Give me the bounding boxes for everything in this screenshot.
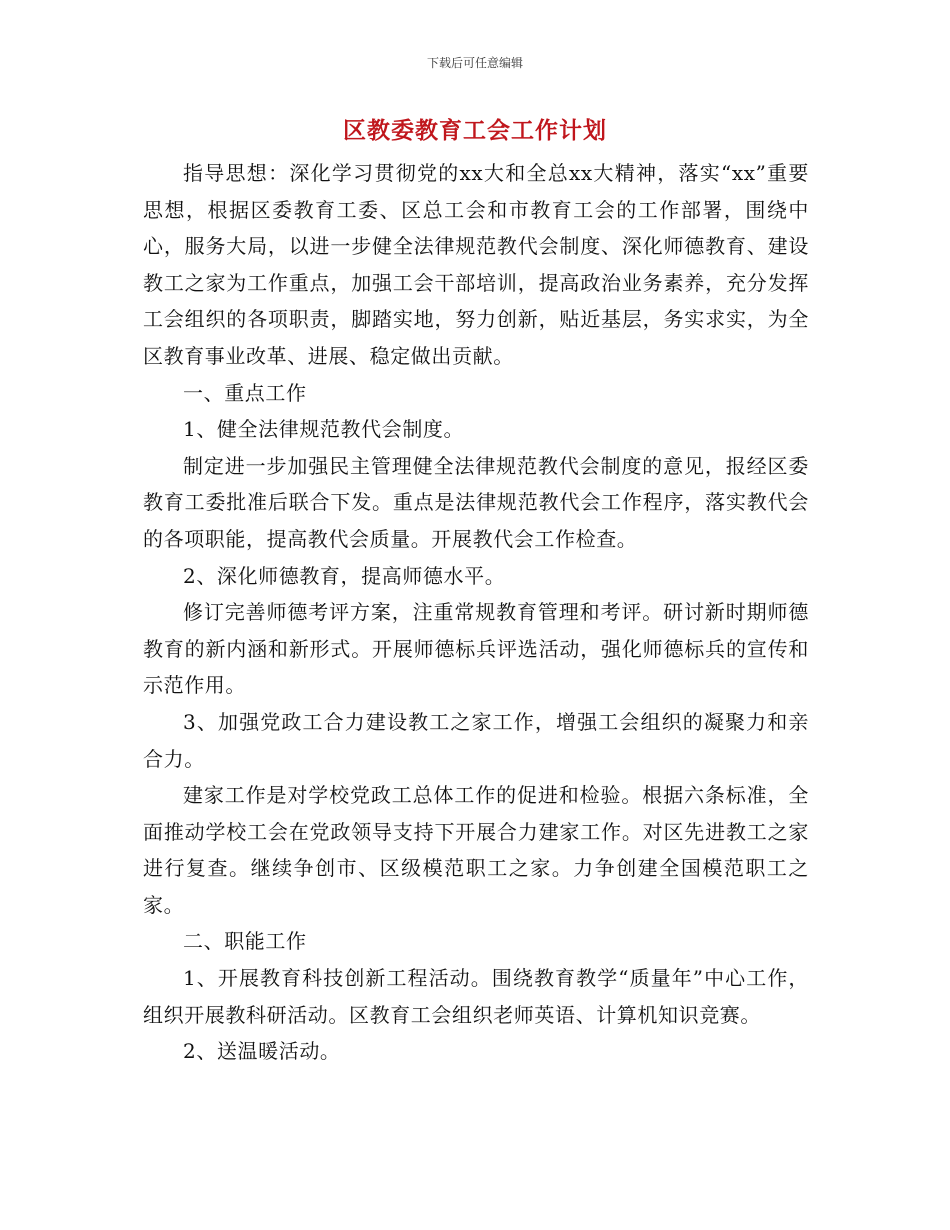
subheading-teacher-ethics: 2、深化师德教育，提高师德水平。 bbox=[183, 563, 506, 588]
subheading-staff-home: 3、加强党政工合力建设教工之家工作，增强工会组织的凝聚力和亲合力。 bbox=[143, 709, 809, 771]
paragraph-innovation: 1、开展教育科技创新工程活动。围绕教育教学“质量年”中心工作，组织开展教科研活动。区教育工会组织老师英语、计算机知识竞赛。 bbox=[143, 966, 809, 1027]
heading-functional-work: 二、职能工作 bbox=[183, 929, 307, 954]
paragraph-guiding-ideology: 指导思想：深化学习贯彻党的xx大和全总xx大精神，落实“xx”重要思想，根据区委教育工委、区总工会和市教育工会的工作部署，围绕中心，服务大局，以进一步健全法律规范教代会制度、深化师德教育、建设教工之家为工作重点，加强工会干部培训，提高政治业务素养，充分发挥工会组织的各项职责，脚踏实地，努力创新，贴近基层，务实求实，为全区教育事业改革、进展、稳定做出贡献。 bbox=[143, 161, 809, 368]
paragraph-staff-home: 建家工作是对学校党政工总体工作的促进和检验。根据六条标准，全面推动学校工会在党政领导支持下开展合力建家工作。对区先进教工之家进行复查。继续争创市、区级模范职工之家。力争创建全国模范职工之家。 bbox=[143, 783, 809, 917]
header-note: 下载后可任意编辑 bbox=[426, 56, 523, 70]
paragraph-congress-system: 制定进一步加强民主管理健全法律规范教代会制度的意见，报经区委教育工委批准后联合下发。重点是法律规范教代会工作程序，落实教代会的各项职能，提高教代会质量。开展教代会工作检查。 bbox=[143, 453, 809, 551]
document-body bbox=[143, 155, 809, 1070]
subheading-warmth: 2、送温暖活动。 bbox=[183, 1039, 341, 1064]
document-title: 区教委教育工会工作计划 bbox=[343, 118, 607, 144]
subheading-congress-system: 1、健全法律规范教代会制度。 bbox=[183, 417, 465, 442]
paragraph-teacher-ethics: 修订完善师德考评方案，注重常规教育管理和考评。研讨新时期师德教育的新内涵和新形式。开展师德标兵评选活动，强化师德标兵的宣传和示范作用。 bbox=[143, 600, 809, 698]
heading-key-work: 一、重点工作 bbox=[183, 380, 307, 405]
